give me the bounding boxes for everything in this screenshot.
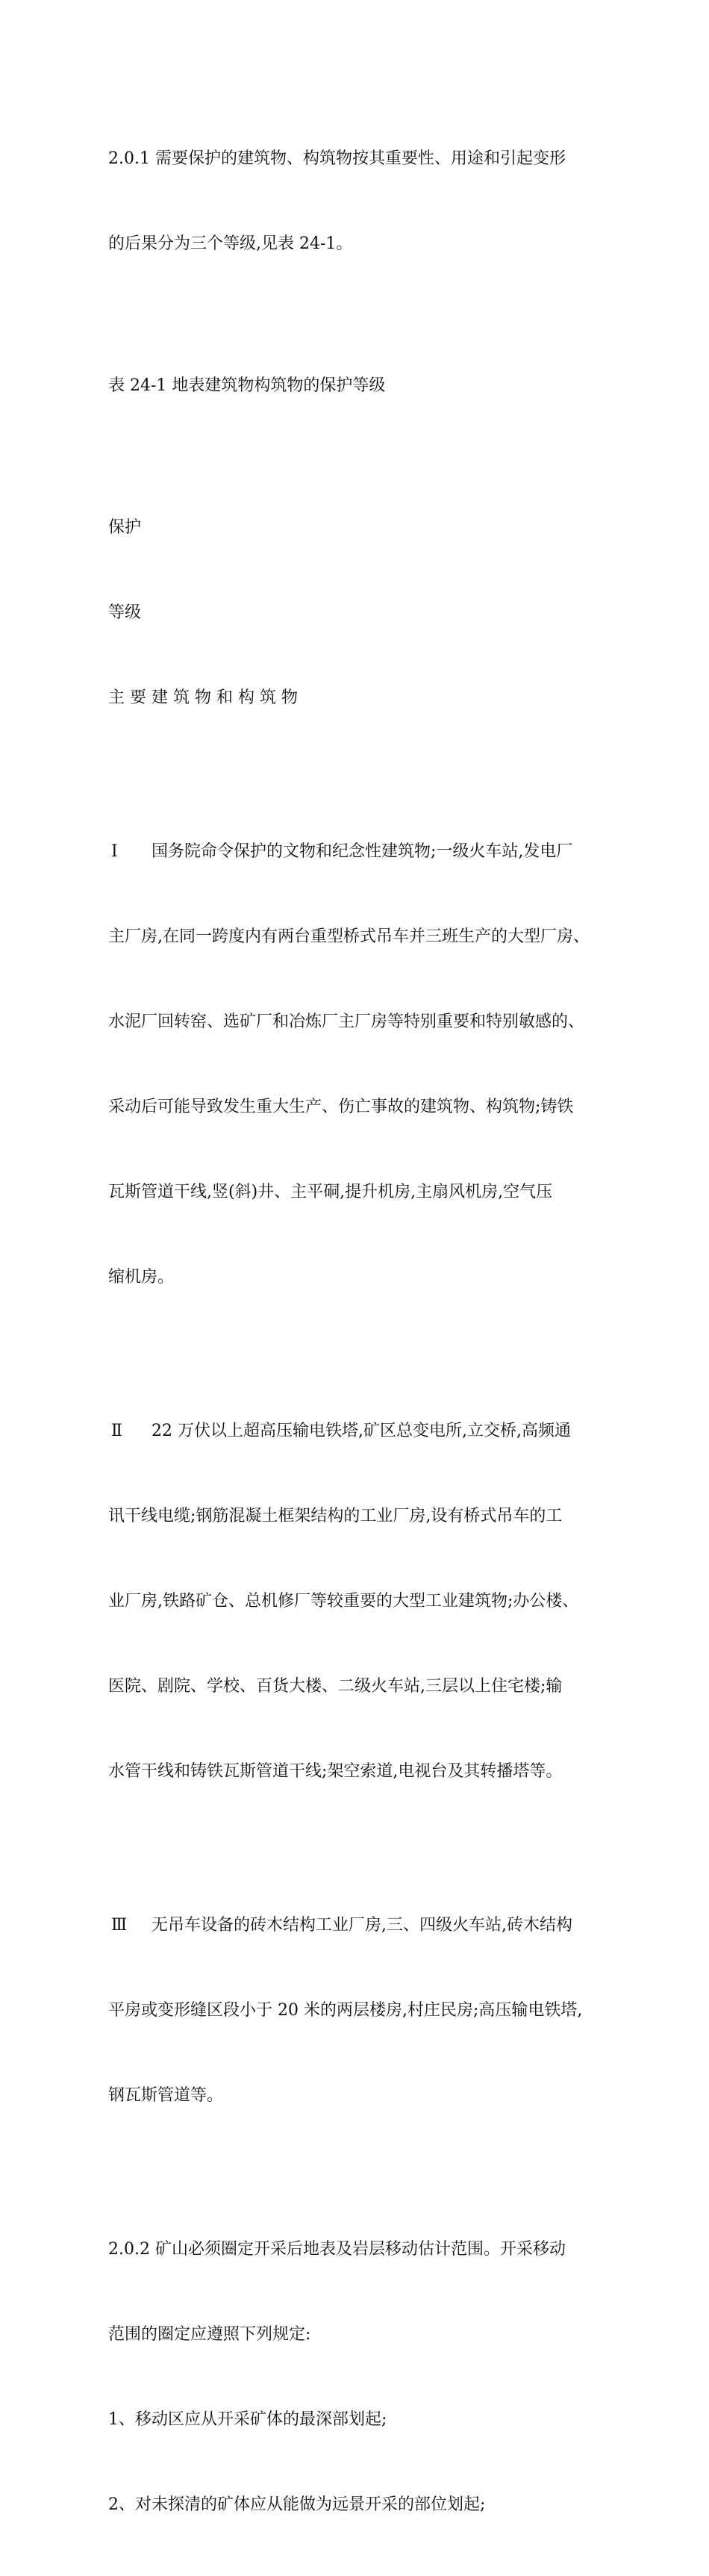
spacer xyxy=(108,769,616,781)
grade-row-1-first-line xyxy=(108,838,616,866)
table-header-col1-line2: 等级 xyxy=(108,603,142,622)
grade-text-line: 缩机房。 xyxy=(108,1268,175,1287)
section-2-0-2-line: 范围的圈定应遵照下列规定: xyxy=(108,2325,311,2344)
document-body xyxy=(108,88,616,2576)
section-2-0-2 xyxy=(108,2179,616,2576)
section-2-0-1-line: 2.0.1 需要保护的建筑物、构筑物按其重要性、用途和引起变形 xyxy=(108,149,566,168)
table-header xyxy=(108,457,616,769)
section-2-0-1 xyxy=(108,88,616,315)
table-header-col1-line1: 保护 xyxy=(108,518,142,537)
rule-item-2: 2、对未探清的矿体应从能做为远景开采的部位划起; xyxy=(108,2495,486,2514)
grade-row-3 xyxy=(108,1855,616,2167)
grade-label: Ⅲ xyxy=(111,1916,128,1935)
grade-text-line: 水泥厂回转窑、选矿厂和冶炼厂主厂房等特别重要和特别敏感的、 xyxy=(108,1012,585,1031)
rule-item-1: 1、移动区应从开采矿体的最深部划起; xyxy=(108,2410,387,2429)
grade-text-line: 平房或变形缝区段小于 20 米的两层楼房,村庄民房;高压输电铁塔, xyxy=(108,2001,583,2020)
section-2-0-2-line: 2.0.2 矿山必须圈定开采后地表及岩层移动估计范围。开采移动 xyxy=(108,2240,566,2259)
grade-text-line: 医院、剧院、学校、百货大楼、二级火车站,三层以上住宅楼;输 xyxy=(108,1677,563,1696)
grade-text-line: 水管干线和铸铁瓦斯管道干线;架空索道,电视台及其转播塔等。 xyxy=(108,1762,563,1781)
grade-text: 22 万伏以上超高压输电铁塔,矿区总变电所,立交桥,高频通 xyxy=(152,1422,571,1440)
spacer xyxy=(108,2167,616,2179)
table-header-col2: 主 要 建 筑 物 和 构 筑 物 xyxy=(108,688,298,707)
spacer xyxy=(108,1843,616,1855)
grade-text-line: 采动后可能导致发生重大生产、伤亡事故的建筑物、构筑物;铸铁 xyxy=(108,1098,574,1116)
table-title: 表 24-1 地表建筑物构筑物的保护等级 xyxy=(108,376,386,395)
grade-label: Ⅰ xyxy=(111,842,118,861)
grade-text: 无吊车设备的砖木结构工业厂房,三、四级火车站,砖木结构 xyxy=(152,1916,572,1935)
spacer xyxy=(108,1348,616,1360)
grade-text-line: 钢瓦斯管道等。 xyxy=(108,2086,224,2105)
grade-label: Ⅱ xyxy=(111,1422,122,1440)
grade-text-line: 讯干线电缆;钢筋混凝土框架结构的工业厂房,设有桥式吊车的工 xyxy=(108,1507,563,1525)
grade-text-line: 业厂房,铁路矿仓、总机修厂等较重要的大型工业建筑物;办公楼、 xyxy=(108,1592,579,1611)
grade-text-line: 主厂房,在同一跨度内有两台重型桥式吊车并三班生产的大型厂房、 xyxy=(108,927,590,946)
grade-row-2-first-line xyxy=(108,1417,616,1446)
grade-row-1 xyxy=(108,781,616,1348)
grade-text: 国务院命令保护的文物和纪念性建筑物;一级火车站,发电厂 xyxy=(152,842,573,861)
grade-text-line: 瓦斯管道干线,竖(斜)井、主平硐,提升机房,主扇风机房,空气压 xyxy=(108,1183,553,1201)
grade-row-2 xyxy=(108,1360,616,1843)
section-2-0-1-line: 的后果分为三个等级,见表 24-1。 xyxy=(108,234,353,253)
grade-row-3-first-line xyxy=(108,1911,616,1940)
